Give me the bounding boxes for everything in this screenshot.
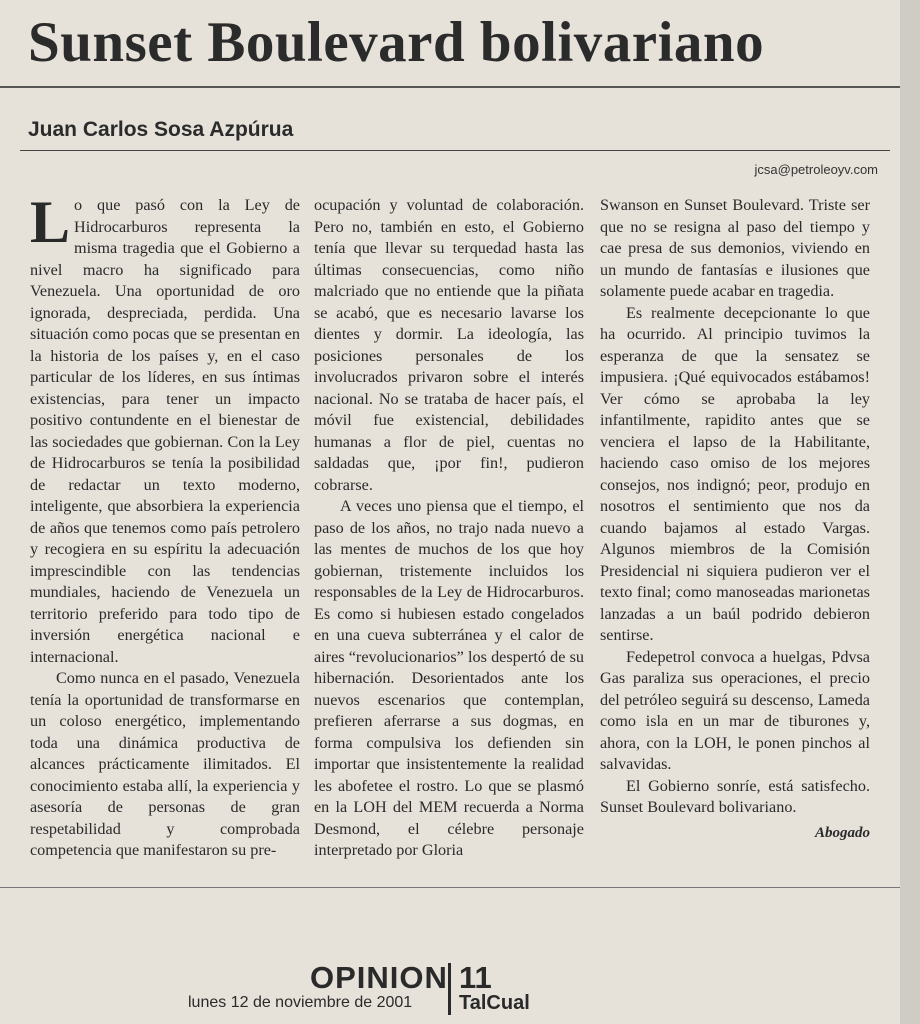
article-paragraph: El Gobierno sonríe, está satisfecho. Sunset Boulevard bolivariano. <box>600 776 870 816</box>
article-headline: Sunset Boulevard bolivariano <box>28 11 765 74</box>
article-column-1 <box>30 189 300 862</box>
author-signature: Abogado <box>814 824 870 841</box>
author-email: jcsa@petroleoyv.com <box>754 162 878 177</box>
page-number: 11 <box>459 960 492 995</box>
article-paragraph: Como nunca en el pasado, Venezuela tenía la oportunidad de transformarse en un coloso energético, implementando toda una dinámica productiva de alcances prácticamente ilimitados. El conocimiento estaba allí, la experiencia y asesoría de personas de gran respetabilidad y comprobada competencia que manifestaron su pre- <box>30 669 300 859</box>
byline-rule <box>20 150 890 151</box>
drop-cap: L <box>30 189 71 255</box>
section-name: OPINION <box>310 960 448 995</box>
publication-date: lunes 12 de noviembre de 2001 <box>188 994 413 1011</box>
article-paragraph: A veces uno piensa que el tiempo, el paso de los años, no trajo nada nuevo a las mentes de muchos de los que hoy gobiernan, tristemente incluidos los responsables de la Ley de Hidrocarburos. Es como si hubiesen estado congelados en una cueva subterránea y el calor de aires “revolucionarios” los despertó de su hibernación. Desorientados ante los nuevos escenarios que contemplan, prefieren aferrarse a sus dogmas, en forma compulsiva los defienden sin importar que insistentemente la realidad les abofetee el rostro. Lo que se plasmó en la LOH del MEM recuerda a Norma Desmond, el célebre personaje interpretado por Gloria <box>314 497 584 859</box>
article-paragraph: Es realmente decepcionante lo que ha ocurrido. Al principio tuvimos la esperanza de que la sensatez se impusiera. ¡Qué equivocados estábamos! Ver cómo se aprobaba la ley infantilmente, rapidito antes que se venciera el lapso de la Habilitante, haciendo caso omiso de los mejores consejos, nos indignó; peor, produjo en nosotros el sentimiento que nos da cuando bajamos al estado Vargas. Algunos miembros de la Comisión Presidencial ni siquiera pudieron ver el texto final; como manoseadas marionetas lanzadas a un baúl podrido debieron sentirse. <box>600 303 870 644</box>
newspaper-name: TalCual <box>459 992 530 1014</box>
footer-divider <box>448 963 451 1015</box>
article-paragraph: Swanson en Sunset Boulevard. Triste ser que no se resigna al paso del tiempo y cae presa de sus demonios, viviendo en un mundo de fantasías e ilusiones que solamente puede acabar en tragedia. <box>600 196 870 300</box>
author-byline: Juan Carlos Sosa Azpúrua <box>28 118 294 141</box>
article-column-2 <box>314 195 584 862</box>
article-paragraph: Lo que pasó con la Ley de Hidrocarburos representa la misma tragedia que el Gobierno a nivel macro ha significado para Venezuela. Una oportunidad de oro ignorada, despreciada, perdida. Una situación como pocas que se presentan en la historia de los países y, en el caso particular de los líderes, en sus íntimas existencias, para tener un impacto positivo contundente en el bienestar de las sociedades que gobiernan. Con la Ley de Hidrocarburos se tenía la posibilidad de redactar un texto moderno, inteligente, que absorbiera la experiencia de años que tenemos como país petrolero y recogiera en su espíritu la adecuación imprescindible con las tendencias mundiales, haciendo de Venezuela un territorio preferido para todo tipo de inversión energética nacional e internacional. <box>30 189 300 666</box>
headline-rule <box>0 86 900 88</box>
footer-rule <box>0 887 900 888</box>
article-paragraph: Fedepetrol convoca a huelgas, Pdvsa Gas paraliza sus operaciones, el precio del petróleo seguirá su descenso, Lameda como isla en un mar de tiburones y, ahora, con la LOH, le ponen pinchos al salvavidas. <box>600 647 870 773</box>
article-paragraph: ocupación y voluntad de colaboración. Pero no, también en esto, el Gobierno tenía que llevar su terquedad hasta las últimas consecuencias, como niño malcriado que no entiende que la piñata se acabó, que es necesario lavarse los dientes y dormir. La ideología, las posiciones personales de los involucrados privaron sobre el interés nacional. No se trataba de hacer país, el móvil fue existencial, debilidades humanas a flor de piel, cuentas no saldadas que, ¡por fin!, pudieron cobrarse. <box>314 196 584 494</box>
article-column-3 <box>600 195 870 844</box>
